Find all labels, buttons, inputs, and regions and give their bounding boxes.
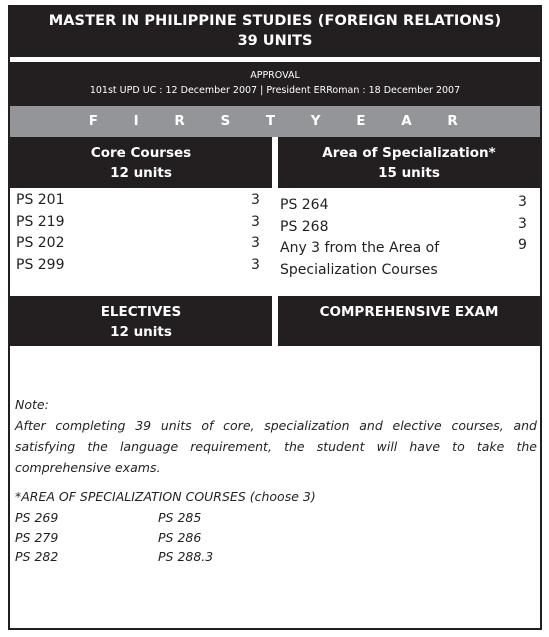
spec-course-row <box>15 549 315 569</box>
course-row <box>280 194 532 216</box>
course-row <box>16 257 266 279</box>
course-row <box>16 214 266 236</box>
course-units: 3 <box>251 256 260 273</box>
course-code: PS 264 <box>280 197 329 213</box>
course-code: PS 299 <box>16 256 65 273</box>
note-body: After completing 39 units of core, specialization and elective courses, and satisfying the language requirement, the student will have to take the comprehensive exams. <box>15 418 537 475</box>
approval-label: APPROVAL <box>250 70 300 81</box>
course-row <box>16 235 266 257</box>
specialization-course-list <box>280 194 532 283</box>
course-row <box>16 192 266 214</box>
specialization-units: 15 units <box>378 165 440 181</box>
core-courses-units: 12 units <box>110 165 172 181</box>
specialization-title: Area of Specialization* <box>322 145 496 161</box>
spec-course: PS 269 <box>15 510 59 525</box>
comprehensive-exam-header <box>278 296 540 346</box>
spec-course-row <box>15 510 315 530</box>
electives-units: 12 units <box>110 324 172 340</box>
course-units: 3 <box>251 213 260 230</box>
electives-header <box>10 296 272 346</box>
specialization-header <box>278 137 540 188</box>
core-courses-header <box>10 137 272 188</box>
curriculum-sheet <box>8 5 542 630</box>
course-units: 3 <box>251 192 260 208</box>
year-banner: F I R S T Y E A R <box>10 106 540 137</box>
course-code: PS 268 <box>280 218 329 235</box>
electives-title: ELECTIVES <box>100 304 182 320</box>
program-title: MASTER IN PHILIPPINE STUDIES (FOREIGN RELATIONS) <box>48 13 502 29</box>
spec-course-row <box>15 530 315 550</box>
note-label: Note: <box>15 397 49 412</box>
course-row <box>280 237 532 283</box>
program-total-units: 39 UNITS <box>237 33 313 49</box>
approval-details: 101st UPD UC : 12 December 2007 | President ERRoman : 18 December 2007 <box>89 85 461 96</box>
note-block <box>15 394 537 478</box>
course-code: PS 219 <box>16 213 65 230</box>
course-code: PS 202 <box>16 235 65 251</box>
course-code: PS 201 <box>16 192 65 208</box>
course-row <box>280 216 532 238</box>
program-title-block <box>10 7 540 57</box>
any-specialization-label: Any 3 from the Area of Specialization Courses <box>280 240 440 278</box>
course-units: 3 <box>518 194 527 210</box>
spec-course: PS 279 <box>15 529 59 545</box>
approval-block <box>10 62 540 106</box>
spec-course: PS 288.3 <box>158 549 214 564</box>
spec-course: PS 282 <box>15 549 59 564</box>
specialization-courses-grid <box>15 510 315 569</box>
course-units: 3 <box>518 215 527 232</box>
course-units: 3 <box>251 235 260 251</box>
spec-course: PS 286 <box>158 529 202 545</box>
core-course-list <box>16 192 266 278</box>
spec-course: PS 285 <box>158 510 202 525</box>
core-courses-title: Core Courses <box>90 145 192 161</box>
course-units: 9 <box>518 237 527 253</box>
comprehensive-exam-title: COMPREHENSIVE EXAM <box>319 304 499 320</box>
specialization-courses-title: *AREA OF SPECIALIZATION COURSES (choose 3) <box>15 489 316 504</box>
